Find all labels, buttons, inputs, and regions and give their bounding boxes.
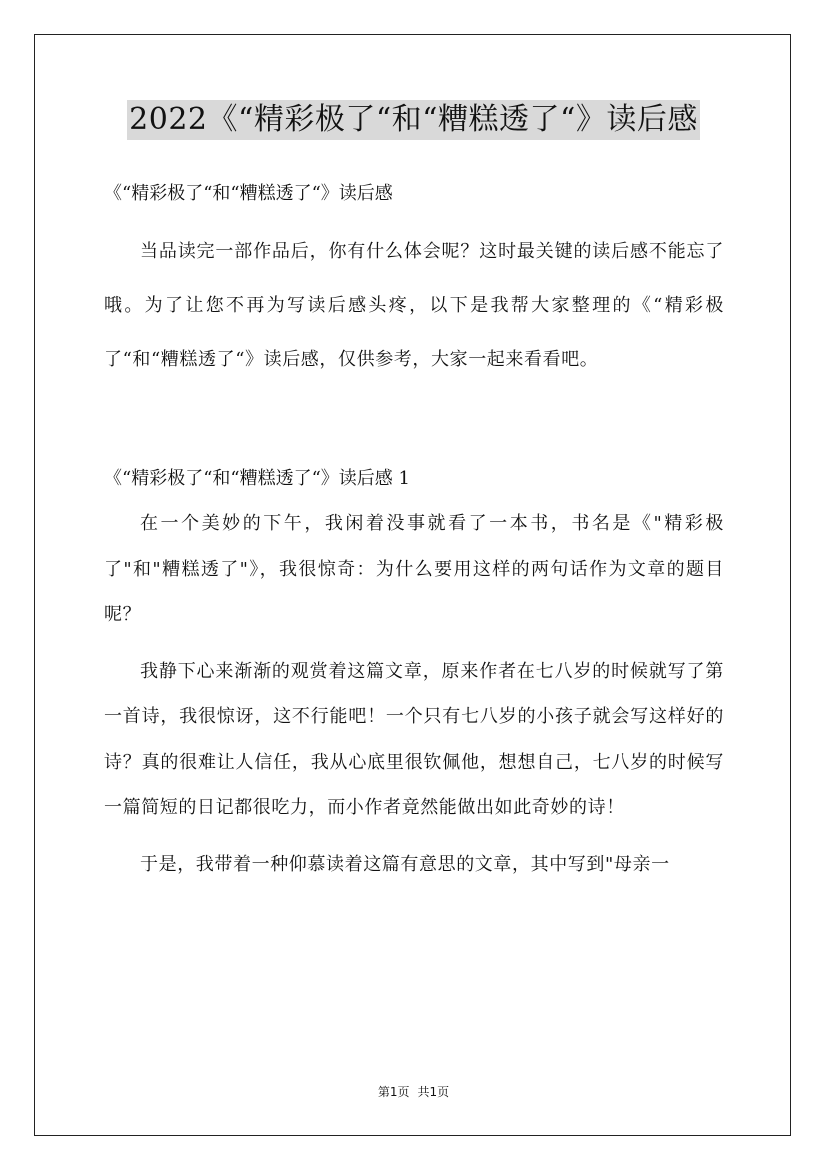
title-wrap bbox=[0, 100, 827, 140]
body-paragraph-1: 在一个美妙的下午，我闲着没事就看了一本书，书名是《"精彩极了"和"糟糕透了"》，我很惊奇：为什么要用这样的两句话作为文章的题目呢？ bbox=[104, 513, 724, 625]
section-title: 《“精彩极了“和“糟糕透了“》读后感 1 bbox=[104, 468, 410, 489]
page-total: 共1页 bbox=[417, 1085, 450, 1099]
page-footer bbox=[0, 1084, 827, 1100]
body-paragraph-3: 于是，我带着一种仰慕读着这篇有意思的文章，其中写到"母亲一 bbox=[140, 853, 670, 875]
document-title: 2022《“精彩极了“和“糟糕透了“》读后感 bbox=[127, 100, 700, 140]
body-paragraph-2: 我静下心来渐渐的观赏着这篇文章，原来作者在七八岁的时候就写了第一首诗，我很惊讶，这不行能吧！一个只有七八岁的小孩子就会写这样好的诗？真的很难让人信任，我从心底里很钦佩他，想想自己，七八岁的时候写一篇简短的日记都很吃力，而小作者竟然能做出如此奇妙的诗！ bbox=[104, 660, 724, 818]
document-subtitle: 《“精彩极了“和“糟糕透了“》读后感 bbox=[104, 183, 393, 204]
intro-paragraph: 当品读完一部作品后，你有什么体会呢？这时最关键的读后感不能忘了哦。为了让您不再为写读后感头疼，以下是我帮大家整理的《“精彩极了“和“糟糕透了“》读后感，仅供参考，大家一起来看看吧。 bbox=[104, 241, 724, 370]
document-content bbox=[104, 176, 724, 887]
page-number: 第1页 bbox=[377, 1085, 410, 1099]
